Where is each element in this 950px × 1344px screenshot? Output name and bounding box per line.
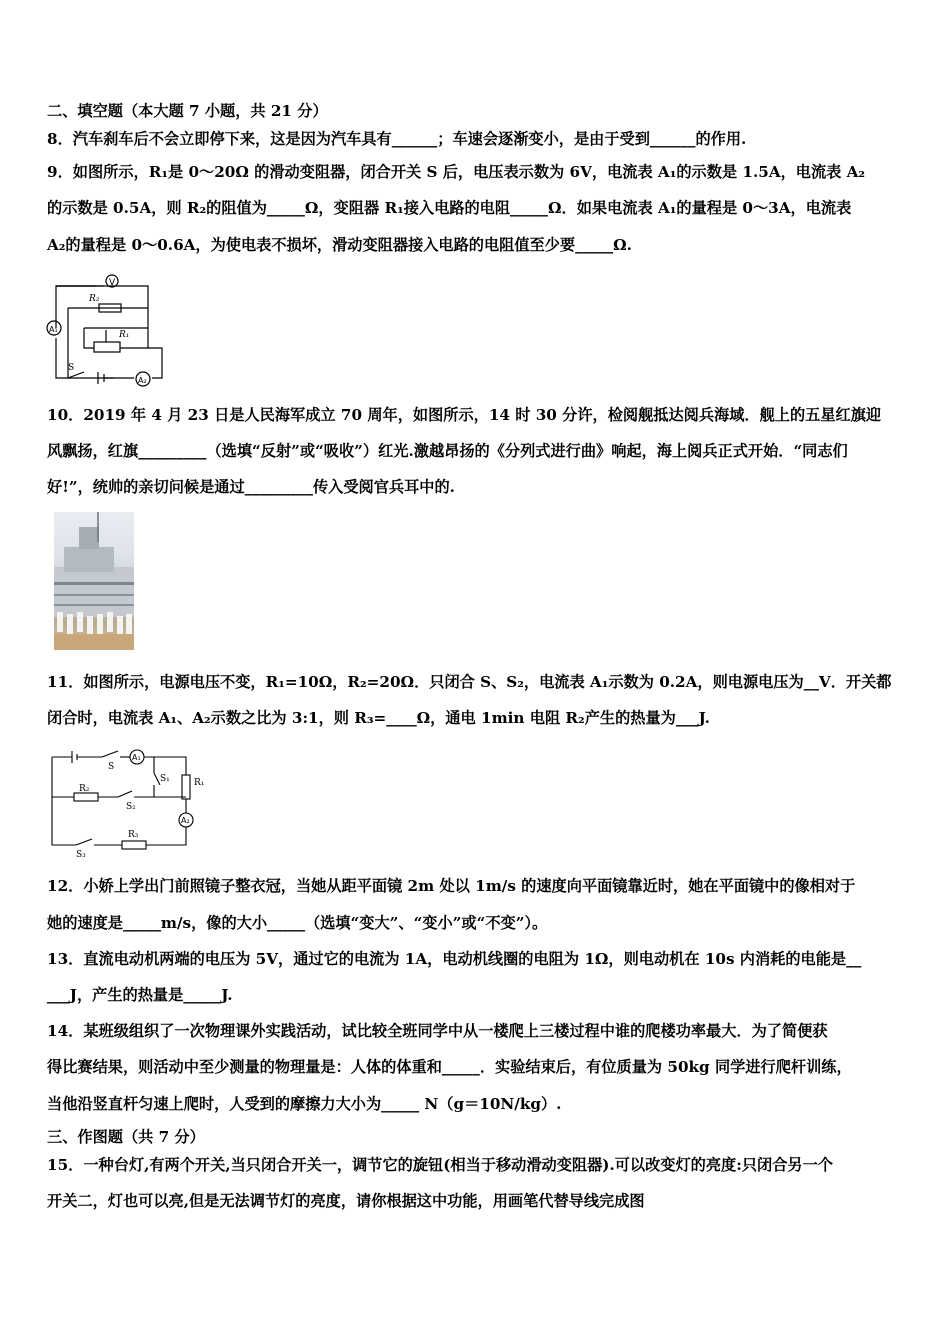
line-q13b: ___J，产生的热量是_____J.	[47, 986, 233, 1004]
label-r3: R₃	[128, 830, 139, 840]
line-q14b: 得比赛结果，则活动中至少测量的物理量是：人体的体重和_____．实验结束后，有位质量为 50kg 同学进行爬杆训练，	[47, 1058, 852, 1076]
line-q15b: 开关二，灯也可以亮,但是无法调节灯的亮度，请你根据这中功能，用画笔代替导线完成图	[47, 1192, 645, 1210]
line-q12a: 12．小娇上学出门前照镜子整衣冠，当她从距平面镜 2m 处以 1m/s 的速度向平面镜靠近时，她在平面镜中的像相对于	[47, 877, 856, 895]
label-r1: R₁	[119, 330, 130, 340]
label-s3: S₃	[76, 850, 86, 860]
line-q9c: A₂的量程是 0～0.6A，为使电表不损坏，滑动变阻器接入电路的电阻值至少要_____Ω.	[47, 236, 632, 254]
line-q8: 8．汽车刹车后不会立即停下来，这是因为汽车具有______；车速会逐渐变小，是由于受到______的作用.	[47, 130, 747, 148]
line-q10c: 好!”，统帅的亲切问候是通过_________传入受阅官兵耳中的.	[47, 478, 455, 496]
line-q11b: 闭合时，电流表 A₁、A₂示数之比为 3:1，则 R₃=____Ω，通电 1min 电阻 R₂产生的热量为___J.	[47, 709, 710, 727]
line-q10b: 风飘扬，红旗_________（选填“反射”或“吸收”）红光.激越昂扬的《分列式进行曲》响起，海上阅兵正式开始．“同志们	[47, 442, 848, 460]
line-q14a: 14．某班级组织了一次物理课外实践活动，试比较全班同学中从一楼爬上三楼过程中谁的爬楼功率最大．为了简便获	[47, 1022, 828, 1040]
line-q13a: 13．直流电动机两端的电压为 5V，通过它的电流为 1A，电动机线圈的电阻为 1Ω，则电动机在 10s 内消耗的电能是__	[47, 950, 862, 968]
label-a2: A₂	[138, 376, 147, 385]
line-q15a: 15．一种台灯,有两个开关,当只闭合开关一，调节它的旋钮(相当于移动滑动变阻器).可以改变灯的亮度:只闭合另一个	[47, 1156, 833, 1174]
label-s1: S₁	[160, 774, 170, 784]
line-section2-title: 二、填空题（本大题 7 小题，共 21 分）	[47, 102, 328, 120]
label-r2: R₂	[79, 784, 90, 794]
line-q9b: 的示数是 0.5A，则 R₂的阻值为_____Ω，变阻器 R₁接入电路的电阻_____Ω．如果电流表 A₁的量程是 0～3A，电流表	[47, 199, 852, 217]
label-s: S	[68, 363, 75, 373]
label-s2: S₂	[126, 802, 136, 812]
circuit-figure-q9	[44, 268, 170, 390]
label-s: S	[108, 762, 115, 772]
line-q9a: 9．如图所示，R₁是 0～20Ω 的滑动变阻器，闭合开关 S 后，电压表示数为 6V，电流表 A₁的示数是 1.5A，电流表 A₂	[47, 163, 866, 181]
label-r2: R₂	[89, 294, 100, 304]
circuit-figure-q11	[46, 745, 216, 860]
line-q14c: 当他沿竖直杆匀速上爬时，人受到的摩擦力大小为_____ N（g＝10N/kg）.	[47, 1095, 562, 1113]
label-a1: A₁	[49, 325, 58, 334]
line-section3-title: 三、作图题（共 7 分）	[47, 1128, 205, 1146]
ship-photo	[54, 512, 134, 650]
label-a1: A₁	[132, 753, 141, 762]
line-q11a: 11．如图所示，电源电压不变，R₁=10Ω，R₂=20Ω．只闭合 S、S₂，电流表 A₁示数为 0.2A，则电源电压为__V．开关都	[47, 673, 892, 691]
label-r1: R₁	[194, 778, 205, 788]
line-q12b: 她的速度是_____m/s，像的大小_____（选填“变大”、“变小”或“不变”）。	[47, 914, 548, 932]
label-v: V	[109, 278, 116, 288]
label-a2: A₂	[181, 816, 190, 825]
line-q10a: 10．2019 年 4 月 23 日是人民海军成立 70 周年，如图所示，14 时 30 分许，检阅舰抵达阅兵海域．舰上的五星红旗迎	[47, 406, 882, 424]
